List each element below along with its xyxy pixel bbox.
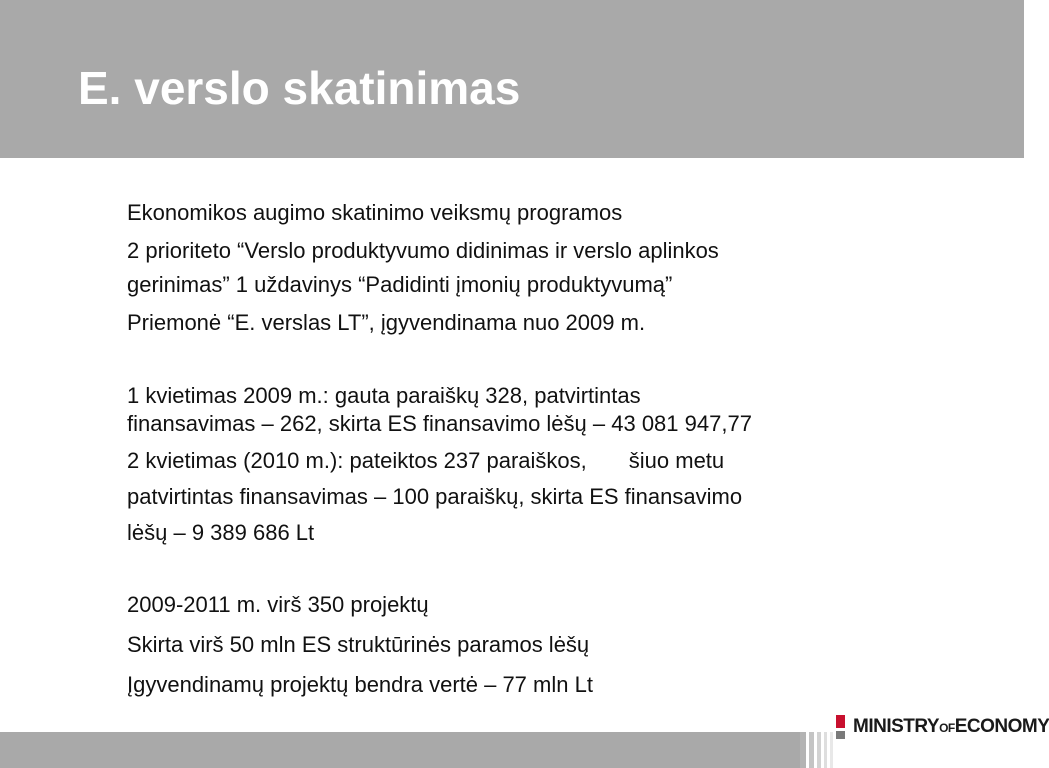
- logo-word-economy: ECONOMY: [954, 716, 1049, 737]
- logo-mark-icon: [836, 715, 845, 739]
- slide-header: [0, 0, 1024, 158]
- slide-title: E. verslo skatinimas: [78, 62, 521, 114]
- call2-line-1-part-b: šiuo metu: [628, 448, 725, 473]
- priority-line-2: gerinimas” 1 uždavinys “Padidinti įmonių produktyvumą”: [127, 272, 673, 297]
- logo-word-of: OF: [939, 721, 955, 735]
- logo-word-ministry: MINISTRY: [853, 716, 940, 737]
- call1-line-2: finansavimas – 262, skirta ES finansavimo lėšų – 43 081 947,77: [127, 411, 752, 436]
- priority-line-1: 2 prioriteto “Verslo produktyvumo didinimas ir verslo aplinkos: [127, 238, 719, 263]
- call2-line-1-part-a: 2 kvietimas (2010 m.): pateiktos 237 paraiškos,: [127, 448, 587, 473]
- funding-line: Skirta virš 50 mln ES struktūrinės paramos lėšų: [127, 632, 590, 657]
- call2-line-3: lėšų – 9 389 686 Lt: [127, 520, 315, 545]
- call2-line-2: patvirtintas finansavimas – 100 paraiškų, skirta ES finansavimo: [127, 484, 743, 509]
- footer-bar: [0, 732, 800, 768]
- value-line: Įgyvendinamų projektų bendra vertė – 77 mln Lt: [127, 672, 593, 697]
- program-line: Ekonomikos augimo skatinimo veiksmų programos: [127, 200, 623, 225]
- ministry-logo: [836, 712, 1049, 742]
- slide-body: [127, 196, 947, 702]
- call1-line-1: 1 kvietimas 2009 m.: gauta paraiškų 328, patvirtintas: [127, 383, 641, 408]
- logo-text: [853, 716, 1049, 738]
- call2-line-1: [127, 444, 947, 478]
- measure-line: Priemonė “E. verslas LT”, įgyvendinama nuo 2009 m.: [127, 310, 646, 335]
- projects-line: 2009-2011 m. virš 350 projektų: [127, 592, 429, 617]
